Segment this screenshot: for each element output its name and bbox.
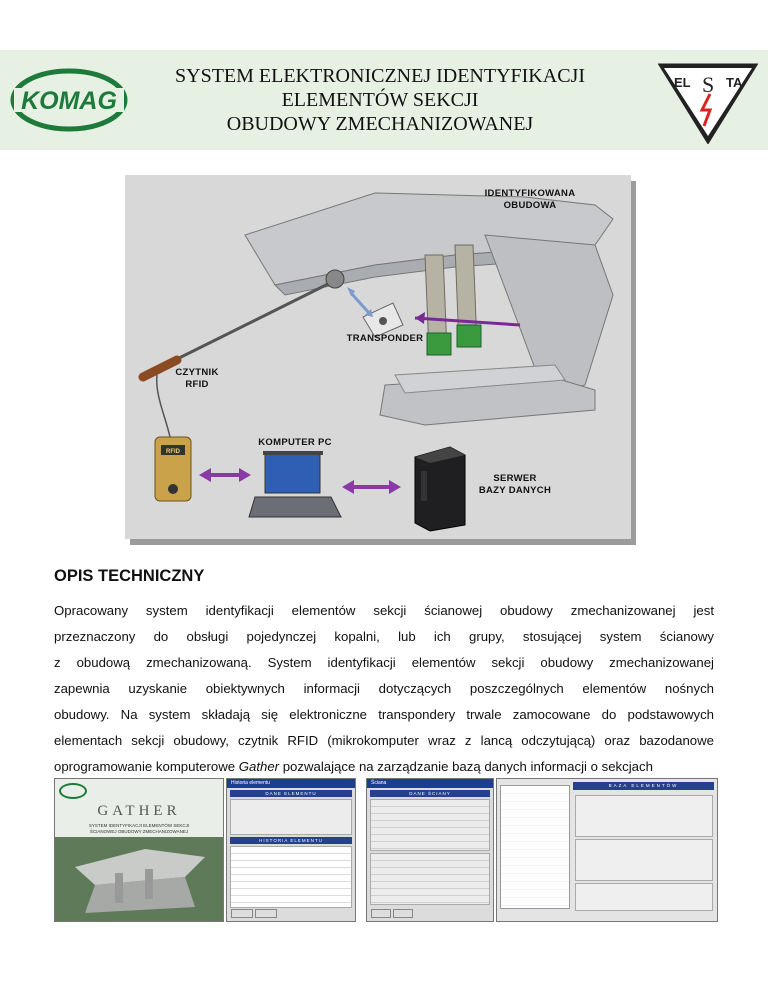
rfid-device-label: RFID bbox=[166, 449, 180, 455]
elsta-logo bbox=[658, 60, 758, 144]
paragraph-line bbox=[54, 754, 714, 780]
label-czytnik-line1: CZYTNIK bbox=[175, 367, 219, 378]
form-panel bbox=[370, 853, 490, 905]
baza-header: BAZA ELEMENTÓW bbox=[573, 782, 714, 790]
gather-subtitle-2: ŚCIANOWEJ OBUDOWY ZMECHANIZOWANEJ bbox=[89, 829, 189, 834]
paragraph-line: Opracowany system identyfikacji elementów sekcji ścianowej obudowy zmechanizowanej jest bbox=[54, 603, 714, 618]
screenshot-dane-sciany bbox=[366, 778, 494, 922]
paragraph-text: pozwalające na zarządzanie bazą danych informacji o sekcjach bbox=[279, 759, 653, 774]
button-mini[interactable] bbox=[231, 909, 253, 918]
window-titlebar: Ściana bbox=[367, 779, 493, 788]
label-serwer-line2: BAZY DANYCH bbox=[478, 485, 552, 496]
gather-subtitle-1: SYSTEM IDENTYFIKACJI ELEMENTÓW SEKCJI bbox=[88, 823, 190, 828]
page-title bbox=[140, 64, 620, 136]
form-panel bbox=[230, 799, 352, 835]
gather-name: Gather bbox=[238, 759, 280, 774]
gather-illustration bbox=[55, 837, 223, 921]
form-panel bbox=[575, 839, 713, 881]
notes-panel bbox=[575, 883, 713, 911]
form-panel bbox=[575, 795, 713, 837]
komag-logo bbox=[10, 68, 128, 132]
system-diagram bbox=[125, 175, 631, 539]
svg-text:EL: EL bbox=[674, 75, 691, 90]
label-serwer-line1: SERWER bbox=[493, 473, 537, 484]
form-panel bbox=[370, 799, 490, 851]
label-transponder: TRANSPONDER bbox=[346, 333, 424, 344]
screenshot-gather bbox=[54, 778, 224, 922]
label-obudowa-line1: IDENTYFIKOWANA bbox=[484, 188, 576, 199]
button-mini[interactable] bbox=[393, 909, 413, 918]
section-title: OPIS TECHNICZNY bbox=[54, 567, 205, 585]
title-line-3: OBUDOWY ZMECHANIZOWANEJ bbox=[226, 113, 534, 135]
title-line-2: ELEMENTÓW SEKCJI bbox=[281, 89, 479, 111]
svg-text:TA: TA bbox=[726, 75, 743, 90]
komag-mini-logo bbox=[59, 783, 87, 799]
svg-text:KOMAG: KOMAG bbox=[21, 87, 117, 115]
history-table bbox=[230, 846, 352, 908]
paragraph-line: elementach sekcji obudowy, czytnik RFID (mikrokomputer wraz z lancą odczytującą) oraz bazodanowe bbox=[54, 733, 714, 748]
label-serwer bbox=[465, 473, 565, 497]
svg-text:S: S bbox=[702, 72, 715, 97]
label-czytnik-line2: RFID bbox=[185, 379, 209, 390]
label-czytnik bbox=[167, 367, 227, 391]
paragraph-line: zapewnia uzyskanie obiektywnych informacji dotyczących poszczególnych elementów nośnych bbox=[54, 681, 714, 696]
paragraph-line: obudowy. Na system składają się elektroniczne transpondery trwale zamocowane do podstawowych bbox=[54, 707, 714, 722]
button-mini[interactable] bbox=[255, 909, 277, 918]
label-obudowa bbox=[475, 188, 585, 212]
gather-title: GATHER bbox=[97, 803, 181, 819]
window-titlebar: Historia elementu bbox=[227, 779, 355, 788]
dane-sciany-header: DANE ŚCIANY bbox=[370, 790, 490, 797]
button-mini[interactable] bbox=[371, 909, 391, 918]
historia-header: HISTORIA ELEMENTU bbox=[230, 837, 352, 844]
screenshot-baza-elementow bbox=[496, 778, 718, 922]
paragraph-line: z obudową zmechanizowaną. System identyfikacji elementów sekcji obudowy zmechanizowanej bbox=[54, 655, 714, 670]
description-paragraph bbox=[54, 598, 714, 806]
screenshot-dane-elementu bbox=[226, 778, 356, 922]
dane-elementu-header: DANE ELEMENTU bbox=[230, 790, 352, 797]
label-komputer: KOMPUTER PC bbox=[258, 437, 332, 448]
header-banner bbox=[0, 50, 768, 150]
label-obudowa-line2: OBUDOWA bbox=[503, 200, 557, 211]
paragraph-text: oprogramowanie komputerowe bbox=[54, 759, 239, 774]
tree-view[interactable] bbox=[500, 785, 570, 909]
title-line-1: SYSTEM ELEKTRONICZNEJ IDENTYFIKACJI bbox=[175, 65, 585, 87]
paragraph-line: przeznaczony do obsługi pojedynczej kopalni, lub ich grupy, stosującej system ścianowy bbox=[54, 629, 714, 644]
